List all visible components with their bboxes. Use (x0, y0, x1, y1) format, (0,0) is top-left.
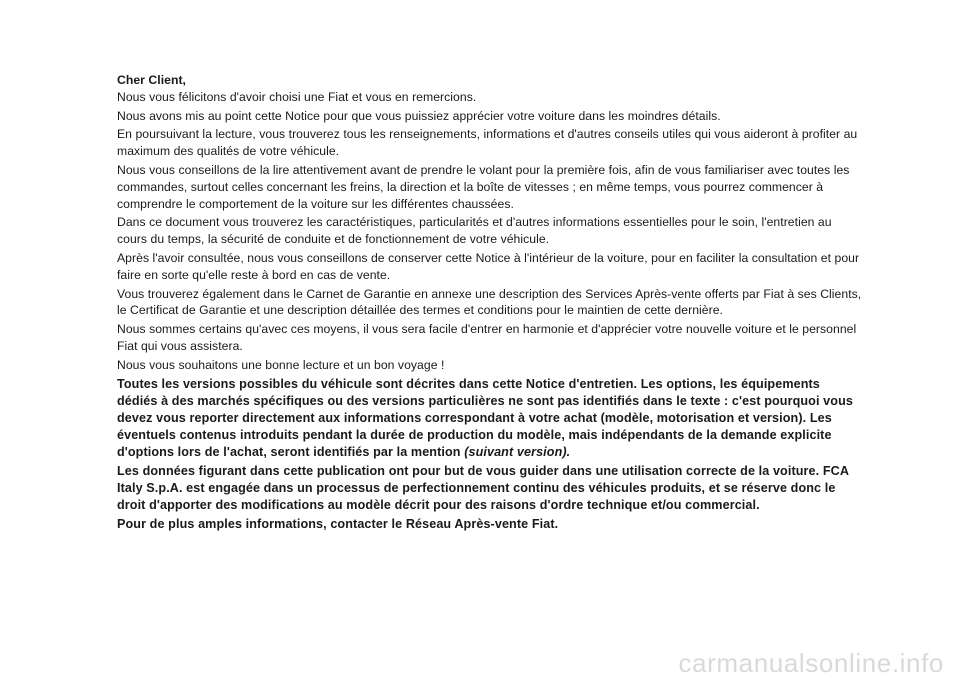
paragraph-warranty: Vous trouverez également dans le Carnet de Garantie en annexe une description des Services Après-vente offerts par Fiat à ses Clients, le Certificat de Garantie et une description détaillée des termes et conditions pour le maintien de cette dernière. (117, 286, 862, 318)
document-page (117, 72, 862, 535)
bold-paragraph-contact: Pour de plus amples informations, contacter le Réseau Après-vente Fiat. (117, 516, 559, 531)
greeting: Cher Client, (117, 73, 186, 87)
bold-paragraph-data: Les données figurant dans cette publication ont pour but de vous guider dans une utilisation correcte de la voiture. FCA Italy S.p.A. est engagée dans un processus de perfectionnement continu des véhicules produits, et se réserve donc le droit d'apporter des modifications au modèle décrit pour des raisons d'ordre technique et/ou commercial. (117, 463, 849, 512)
versions-mention: (suivant version). (464, 444, 571, 459)
paragraph-wishes: Nous vous souhaitons une bonne lecture et un bon voyage ! (117, 357, 445, 372)
versions-text: Toutes les versions possibles du véhicule sont décrites dans cette Notice d'entretien. Les options, les équipements dédiés à des marchés spécifiques ou des versions particulières ne sont pas identifiés dans le texte : c'est pourquoi vous devez vous reporter directement aux informations correspondant à votre achat (modèle, motorisation et version). Les éventuels contenus introduits pendant la durée de production du modèle, mais indépendants de la demande explicite d'options lors de l'achat, seront identifiés par la mention (117, 376, 853, 459)
paragraph-reading: En poursuivant la lecture, vous trouverez tous les renseignements, informations et d'autres conseils utiles qui vous aideront à profiter au maximum des qualités de votre véhicule. (117, 127, 858, 159)
paragraph-advice: Nous vous conseillons de la lire attentivement avant de prendre le volant pour la première fois, afin de vous familiariser avec toutes les commandes, surtout celles concernant les freins, la direction et la boîte de vitesses ; en même temps, vous pourrez commencer à comprendre le comportement de la voiture sur les différentes chaussées. (117, 162, 850, 211)
paragraph-keep-notice: Après l'avoir consultée, nous vous conseillons de conserver cette Notice à l'intérieur de la voiture, pour en faciliter la consultation et pour faire en sorte qu'elle reste à bord en cas de vente. (117, 250, 860, 282)
watermark: carmanualsonline.info (678, 648, 944, 678)
bold-paragraph-versions (117, 376, 862, 461)
paragraph-contents: Dans ce document vous trouverez les caractéristiques, particularités et d'autres informations essentielles pour le soin, l'entretien au cours du temps, la sécurité de conduite et de fonctionnement de votre véhicule. (117, 215, 832, 247)
paragraph-notice-purpose: Nous avons mis au point cette Notice pour que vous puissiez apprécier votre voiture dans les moindres détails. (117, 108, 721, 123)
paragraph-harmony: Nous sommes certains qu'avec ces moyens, il vous sera facile d'entrer en harmonie et d'apprécier votre nouvelle voiture et le personnel Fiat qui vous assistera. (117, 322, 857, 353)
paragraph-thanks: Nous vous félicitons d'avoir choisi une Fiat et vous en remercions. (117, 89, 477, 104)
